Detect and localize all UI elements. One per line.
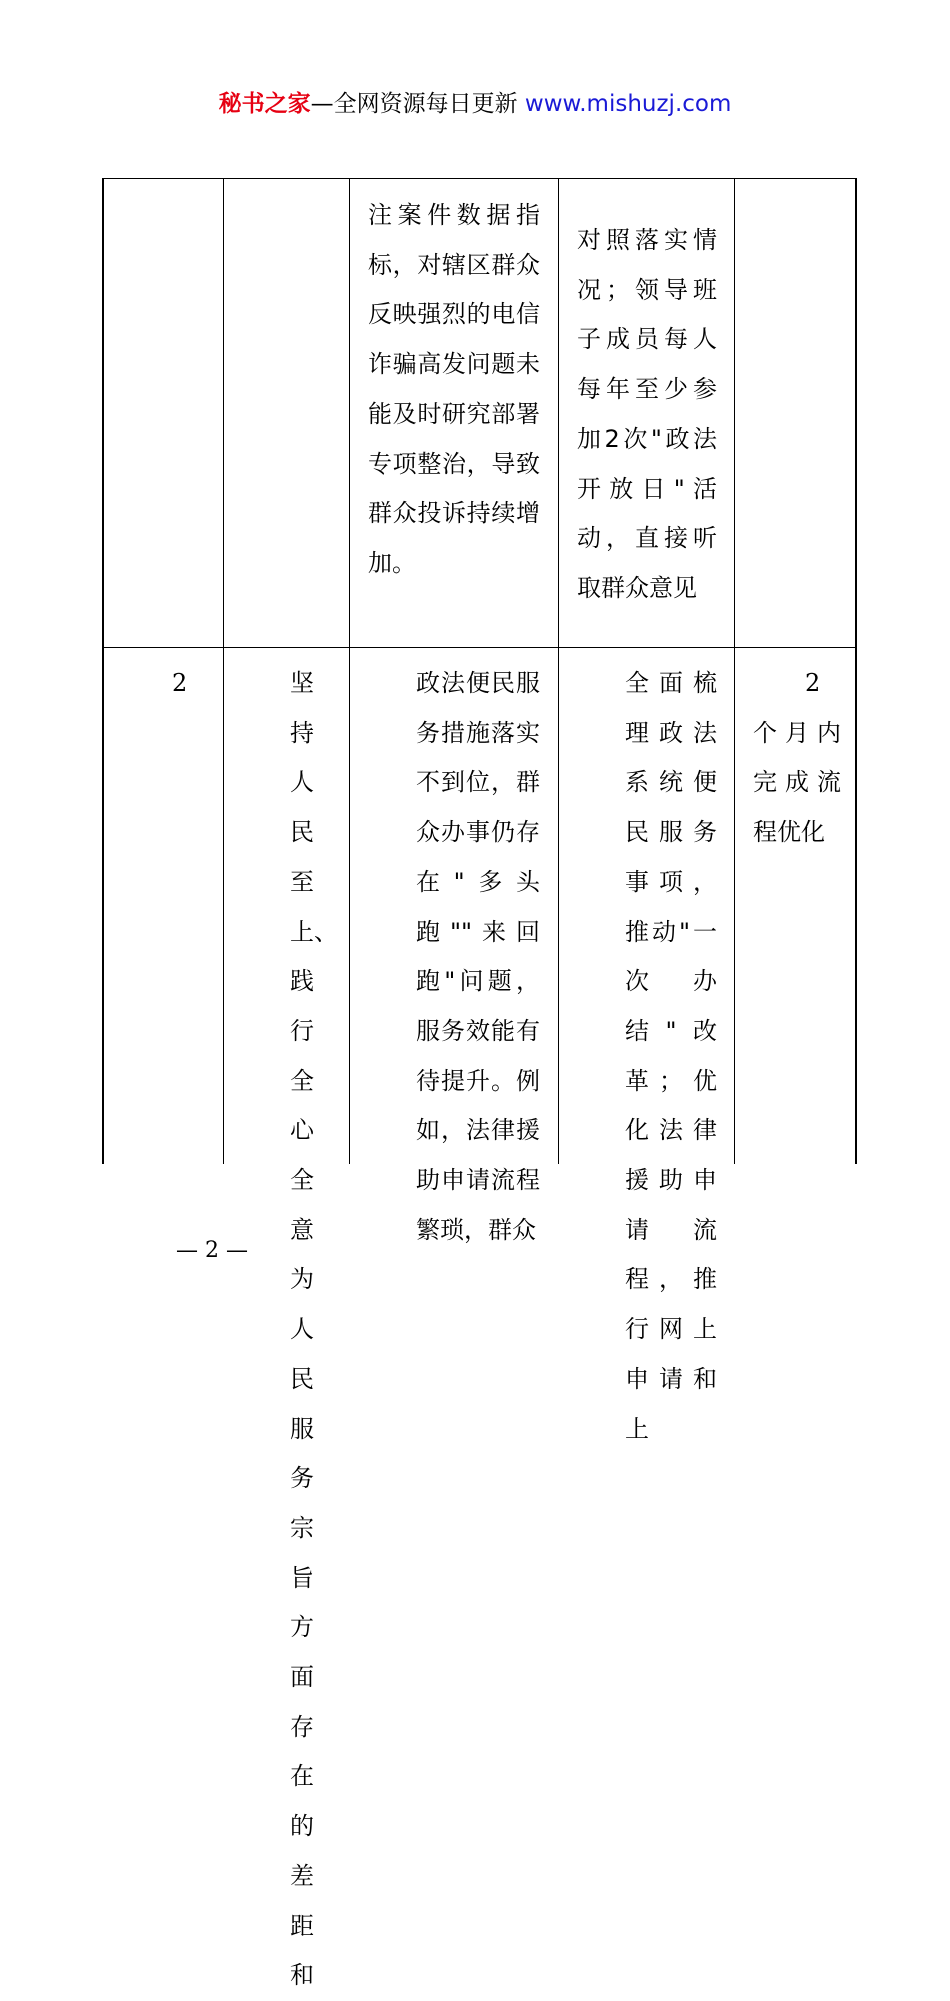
- brand-name: 秘书之家: [218, 91, 311, 117]
- row1-measure-text: 对照落实情况；领导班子成员每人每年至少参加2次"政法开放日"活动，直接听取群众意见: [577, 226, 717, 602]
- row1-problem-text: 注案件数据指标，对辖区群众反映强烈的电信诈骗高发问题未能及时研究部署专项整治，导致群众投诉持续增加。: [368, 201, 540, 577]
- column-divider-2: [349, 178, 350, 1164]
- row2-index-cell: [172, 659, 212, 709]
- site-url-link[interactable]: www.mishuzj.com: [524, 91, 732, 117]
- rectification-table: [103, 178, 856, 1990]
- table-right-border: [855, 178, 857, 1164]
- row1-problem-cell: [368, 191, 540, 589]
- row2-aspect-cell: [242, 659, 338, 2001]
- row2-problem-cell: [368, 659, 540, 1255]
- table-left-border: [102, 178, 104, 1164]
- row2-aspect-text: 坚持人民至上、践行全心全意为人民服务宗旨方面存在的差距和: [290, 669, 338, 1990]
- row2-measure-text: 全面梳理政法系统便民服务事项，推动"一次办结"改革；优化法律援助申请流程，推行网上申请和上: [625, 669, 717, 1443]
- column-divider-1: [223, 178, 224, 1164]
- column-divider-4: [734, 178, 735, 1164]
- row2-deadline-text: 个月内完成流程优化: [753, 718, 841, 847]
- row1-measure-cell: [577, 216, 717, 614]
- page-number: — 2 —: [176, 1238, 248, 1263]
- row2-problem-text: 政法便民服务措施落实不到位，群众办事仍存在"多头跑""来回跑"问题，服务效能有待提升。例如，法律援助申请流程繁琐，群众: [416, 669, 540, 1244]
- table-top-border: [103, 178, 856, 179]
- column-divider-3: [558, 178, 559, 1164]
- row2-index: 2: [172, 669, 188, 697]
- row2-measure-cell: [577, 659, 717, 1454]
- row2-deadline-number: 2: [805, 669, 821, 697]
- site-header: [0, 88, 950, 120]
- row-divider: [103, 647, 856, 648]
- row2-deadline-cell: [753, 659, 841, 858]
- header-tagline: —全网资源每日更新: [310, 91, 518, 117]
